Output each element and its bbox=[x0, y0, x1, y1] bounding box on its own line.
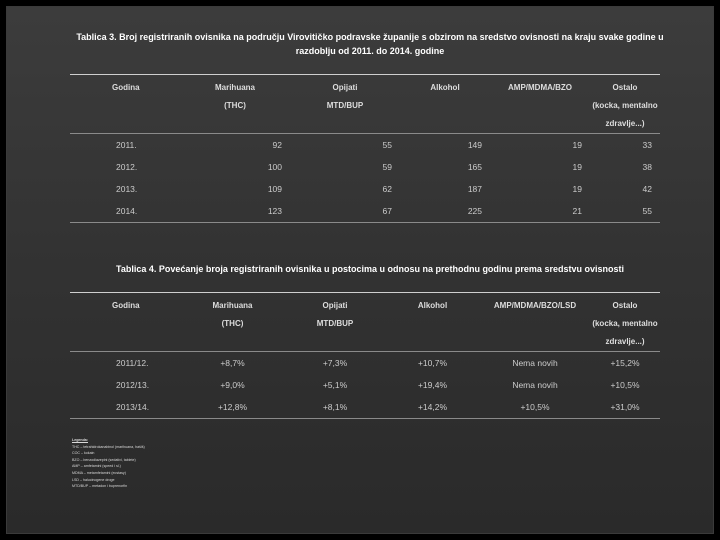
table-row: 2012. 100 59 165 19 38 bbox=[116, 162, 652, 172]
table1-header-year: Godina bbox=[112, 83, 140, 92]
table-row: 2013/14. +12,8% +8,1% +14,2% +10,5% +31,0% bbox=[70, 396, 660, 419]
table-row: 2011. 92 55 149 19 33 bbox=[116, 140, 652, 150]
legend-item: THC – tetrahidrokanabinol (marihuana, hašiš) bbox=[72, 444, 145, 449]
table1-header-marijuana: Marihuana (THC) bbox=[214, 83, 255, 110]
table2 bbox=[70, 292, 660, 419]
legend-item: MDMA – metamfetamini (ecstasy) bbox=[72, 470, 126, 475]
table1-header-other: Ostalo (kocka, mentalno zdravlje...) bbox=[592, 83, 658, 128]
table-row: 2012/13. +9,0% +5,1% +19,4% Nema novih +10,5% bbox=[116, 380, 640, 390]
table1-header-row bbox=[70, 75, 660, 134]
table2-header-year: Godina bbox=[112, 301, 140, 310]
table1-header-opiates: Opijati MTD/BUP bbox=[326, 83, 364, 110]
table2-header-amp: AMP/MDMA/BZO/LSD bbox=[493, 301, 577, 310]
table1-header-amp: AMP/MDMA/BZO bbox=[508, 83, 572, 92]
legend bbox=[72, 437, 145, 490]
table1 bbox=[70, 74, 660, 223]
legend-item: COC – kokain bbox=[72, 451, 95, 456]
table-row: 2013. 109 62 187 19 42 bbox=[116, 184, 652, 194]
table2-header-opiates: Opijati MTD/BUP bbox=[316, 301, 354, 328]
legend-item: LSD – halucinogene droge bbox=[72, 477, 115, 482]
legend-item: BZO – benzodiazepini (sedativi, tablete) bbox=[72, 457, 136, 462]
table2-header-alcohol: Alkohol bbox=[417, 301, 448, 310]
legend-item: MTD/BUP – metadon i buprenorfin bbox=[72, 484, 128, 489]
table2-header-row bbox=[70, 293, 660, 352]
legend-title: Legenda: bbox=[72, 438, 88, 442]
table-row: 2011/12. +8,7% +7,3% +10,7% Nema novih +15,2% bbox=[116, 358, 640, 368]
table-row: 2014. 123 67 225 21 55 bbox=[70, 200, 660, 223]
table2-title: Tablica 4. Povećanje broja registriranih ovisnika u postocima u odnosu na prethodnu godinu prema sredstvu ovisnosti bbox=[116, 264, 624, 274]
table2-header-marijuana: Marihuana (THC) bbox=[212, 301, 253, 328]
table1-header-alcohol: Alkohol bbox=[430, 83, 460, 92]
table1-title: Tablica 3. Broj registriranih ovisnika na području Virovitičko podravske županije s obzirom na sredstvo ovisnosti na kraju svake godine u razdoblju od 2011. do 2014. godine bbox=[76, 32, 664, 56]
legend-item: AMP – amfetamini (speed i sl.) bbox=[72, 464, 121, 469]
table2-header-other: Ostalo (kocka, mentalno zdravlje...) bbox=[592, 301, 658, 346]
